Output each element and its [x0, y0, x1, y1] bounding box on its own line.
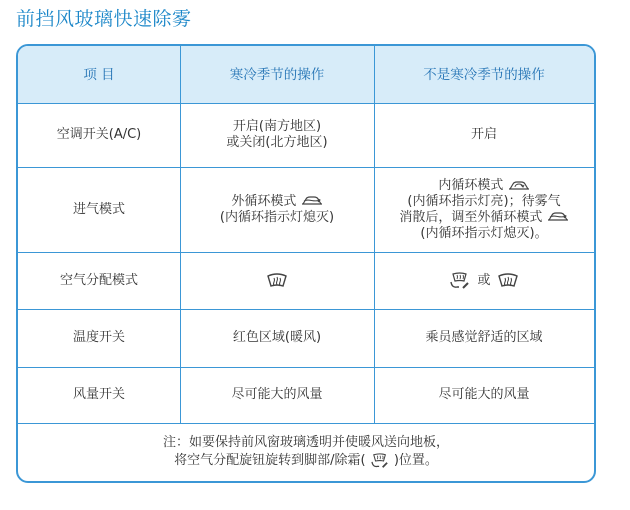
column-divider: [180, 46, 181, 423]
fresh-air-mode-icon: [547, 211, 569, 223]
note-line-2-pre: 将空气分配旋钮旋转到脚部/除霜(: [174, 453, 366, 468]
front-defrost-icon: [266, 272, 288, 290]
recirculation-mode-icon: [508, 179, 530, 191]
row-intake-warm-line-1: [399, 178, 568, 194]
table-divider: [18, 423, 594, 424]
intake-warm-mode-label: 内循环模式: [438, 177, 504, 193]
floor-defrost-icon: [370, 453, 390, 469]
row-ac-warm: 开启: [470, 127, 497, 142]
row-ac-item: 空调开关(A/C): [56, 127, 142, 142]
row-intake-warm: [374, 167, 594, 252]
row-temperature-warm: 乘员感觉舒适的区域: [425, 330, 543, 345]
note-line-2: [163, 452, 449, 470]
row-intake-cold-line-1: [220, 194, 334, 210]
intake-cold-mode-label: 外循环模式: [231, 193, 297, 209]
table-divider: [18, 367, 594, 368]
row-temperature-item: 温度开关: [72, 330, 125, 345]
distribution-or-label: 或: [477, 272, 491, 288]
column-divider: [374, 46, 375, 423]
front-defrost-icon: [497, 272, 519, 290]
note-line-1: 注：如要保持前风窗玻璃透明并使暖风送向地板，: [162, 435, 449, 450]
row-distribution-cold: [180, 252, 374, 309]
intake-warm-line-3-text: 消散后，调至外循环模式: [399, 209, 543, 225]
table-divider: [18, 252, 594, 253]
header-cold-season: 寒冷季节的操作: [180, 46, 374, 103]
row-distribution-item: 空气分配模式: [59, 272, 138, 288]
floor-defrost-icon: [449, 272, 471, 290]
row-ac-cold: [180, 103, 374, 167]
row-temperature-cold: 红色区域(暖风): [232, 330, 322, 345]
page-title: 前挡风玻璃快速除雾: [16, 8, 192, 30]
fresh-air-mode-icon: [301, 195, 323, 207]
row-intake-cold-line-2: (内循环指示灯熄灭): [219, 209, 335, 225]
table-divider: [18, 309, 594, 310]
row-fan-cold: 尽可能大的风量: [231, 387, 323, 402]
defog-table: [16, 44, 596, 483]
header-non-cold-season: 不是寒冷季节的操作: [374, 46, 594, 103]
table-divider: [18, 103, 594, 104]
row-ac-cold-line-1: 开启(南方地区): [232, 119, 322, 134]
row-ac-cold-line-2: 或关闭(北方地区): [226, 135, 328, 150]
row-intake-item: 进气模式: [72, 201, 125, 217]
table-note: [18, 423, 594, 481]
note-line-2-post: )位置。: [393, 453, 438, 468]
header-item: 项 目: [18, 46, 180, 103]
row-fan-warm: 尽可能大的风量: [438, 387, 530, 402]
table-divider: [18, 167, 594, 168]
row-intake-warm-line-4: (内循环指示灯熄灭)。: [420, 225, 548, 241]
row-fan-item: 风量开关: [72, 387, 125, 402]
row-intake-warm-line-2: (内循环指示灯亮)；待雾气: [407, 193, 561, 209]
row-intake-warm-line-3: [399, 210, 568, 226]
row-intake-cold: [180, 167, 374, 252]
row-distribution-warm: [374, 252, 594, 309]
